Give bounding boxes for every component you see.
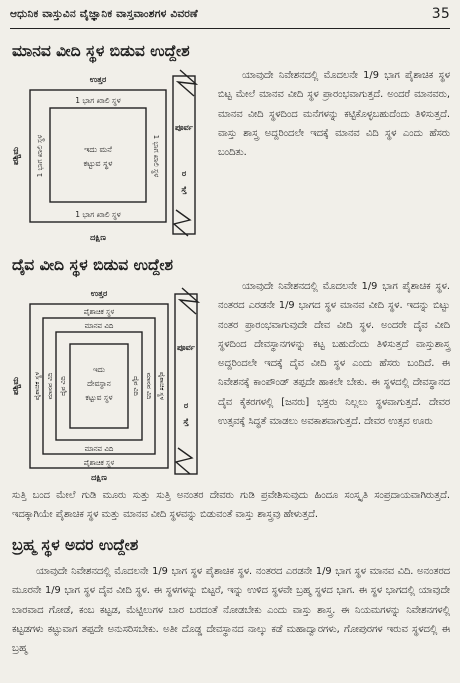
section-heading-brahma: ಬ್ರಹ್ಮ ಸ್ಥಳ ಅದರ ಉದ್ದೇಶ xyxy=(12,536,139,554)
band-top-label: 1 ಭಾಗ ಖಾಲಿ ಸ್ಥಳ xyxy=(75,96,121,105)
band-bottom-label: 1 ಭಾಗ ಖಾಲಿ ಸ್ಥಳ xyxy=(75,210,121,219)
label-north: ಉತ್ತರ xyxy=(89,75,107,84)
paragraph-brahma: ಯಾವುದೇ ನಿವೇಶನದಲ್ಲಿ ಮೊದಲನೇ 1/9 ಭಾಗ ಸ್ಥಳ ಪೈಶಾಚಿಕ ಸ್ಥಳ. ನಂತರದ ಎರಡನೇ 1/9 ಭಾಗ ಸ್ಥಳ ಮಾನವ ವಿದಿ. ಅನಂತರದ ಮೂರನೇ 1/9 ಭಾಗ ಸ್ಥಳ ದೈವ ವೀದಿ ಸ್ಥಳ. ಈ ಸ್ಥಳಗಳನ್ನು ಬಿಟ್ಟರೆ, ಇನ್ನು ಉಳಿದ ಸ್ಥಳವೇ ಬ್ರಹ್ಮ ಸ್ಥಳದ ಭಾಗ. ಈ ಸ್ಥಳ ಭಾಗದಲ್ಲಿ ಯಾವುದೇ ಬಾರವಾದ ಗೋಡೆ, ಕಂಬ ಕಟ್ಟಡ, ಮೆಟ್ಟಿಲುಗಳ ಬಾರ ಬರದಂತೆ ನೋಡಬೇಕು ಎಂದು ವಾಸ್ತು ಶಾಸ್ತ್ರ. ಈ ನಿಯಮಗಳನ್ನು ನಿವೇಶನಗಳಲ್ಲಿ ಕಟ್ಟಡಗಳು ಕಟ್ಟುವಾಗ ತಪ್ಪದೇ ಅನುಸರಿಸಬೇಕು. ಅತೀ ದೊಡ್ಡ ದೇವಸ್ಥಾನದ ನಾಲ್ಕು ಕಡೆ ಮಹಾದ್ವಾರಗಳು, ಗೋಪುರಗಳ ಇರುವ ಸ್ಥಳದಲ್ಲಿ ಈ ಬ್ರಹ್ಮ xyxy=(12,566,450,655)
road-label-1: ರ xyxy=(183,401,189,410)
temple-center-line1: ಇದು xyxy=(92,365,106,374)
paragraph-daiva-full: ಸುತ್ತಿ ಬಂದ ಮೇಲೆ ಗುಡಿ ಮೂರು ಸುತ್ತು ಸುತ್ತಿ ಅನಂತರ ದೇವರು ಗುಡಿ ಪ್ರವೇಶಿಸುವುದು ಹಿಂದೂ ಸಂಸ್ಕೃತಿ ಸಂಪ್ರದಾಯವಾಗಿರುತ್ತದೆ. ಇದಕ್ಕಾಗಿಯೇ ಪೈಶಾಚಿಕ ಸ್ಥಳ ಮತ್ತು ಮಾನವ ವೀದಿ ಸ್ಥಳವನ್ನು ಬಿಡುವಂತೆ ವಾಸ್ತು ಶಾಸ್ತ್ರವು ಹೇಳುತ್ತದೆ. xyxy=(12,490,450,521)
diagram-daiva-veedhi xyxy=(0,280,215,485)
diagram-manava-veedhi xyxy=(0,60,215,245)
mid-top-label: ಮಾನವ ವಿದಿ xyxy=(84,322,114,330)
page-number: 35 xyxy=(431,6,450,22)
house-center-line1: ಇದು ಮನೆ xyxy=(84,145,112,154)
label-north: ಉತ್ತರ xyxy=(90,289,108,298)
outer-top-label: ಪೈಶಾಚಿಕ ಸ್ಥಳ xyxy=(83,308,115,316)
mid-right-label: ಮಾನವ ವಿದಿ xyxy=(145,372,153,400)
outer-left-label: ಪೈಶಾಚಿಕ ಸ್ಥಳ xyxy=(33,371,41,401)
header-rule xyxy=(10,28,450,29)
label-east: ಪೂರ್ವ xyxy=(175,123,193,132)
temple-center-line2: ದೇವಸ್ಥಾನ xyxy=(87,379,111,388)
section-heading-daiva: ದೈವ ವೀದಿ ಸ್ಥಳ ಬಿಡುವ ಉದ್ದೇಶ xyxy=(12,256,173,274)
section-heading-manava: ಮಾನವ ವೀದಿ ಸ್ಥಳ ಬಿಡುವ ಉದ್ದೇಶ xyxy=(12,42,190,60)
road-label-2: ಸ್ತೆ xyxy=(181,185,187,194)
house-area-border xyxy=(50,108,146,202)
house-center-line2: ಕಟ್ಟುವ ಸ್ಥಳ xyxy=(83,159,113,168)
road-label-1: ರ xyxy=(181,169,187,178)
inner-left-label: ದೈವ ವಿದಿ xyxy=(59,376,67,396)
band-right-label: 1 ಭಾಗ ಖಾಲಿ ಸ್ಥಳ xyxy=(152,134,160,178)
label-west: ಪಶ್ಚಿಮ xyxy=(11,377,20,395)
running-title: ಆಧುನಿಕ ವಾಸ್ತುವಿನ ವೈಜ್ಞಾನಿಕ ವಾಸ್ತವಾಂಶಗಳ ವಿವರಣೆ xyxy=(10,8,198,20)
band-left-label: 1 ಭಾಗ ಖಾಲಿ ಸ್ಥಳ xyxy=(36,134,44,178)
label-south: ದಕ್ಷಿಣ xyxy=(91,473,107,482)
road-strip xyxy=(175,294,197,474)
road-label-2: ಸ್ತೆ xyxy=(183,417,189,426)
outer-bottom-label: ಪೈಶಾಚಿಕ ಸ್ಥಳ xyxy=(83,459,115,467)
paragraph-daiva-side: ಯಾವುದೇ ನಿವೇಶನದಲ್ಲಿ ಮೊದಲನೇ 1/9 ಭಾಗ ಪೈಶಾಚಿಕ ಸ್ಥಳ. ನಂತರದ ಎರಡನೇ 1/9 ಭಾಗದ ಸ್ಥಳ ಮಾನವ ವೀದಿ ಸ್ಥಳ. ಇದನ್ನು ಬಿಟ್ಟು ನಂತರ ಪ್ರಾರಂಭವಾಗುವುದೇ ದೇವ ವೀದಿ ಸ್ಥಳ. ಅಂದರೇ ದೈವ ವೀದಿ ಸ್ಥಳದಿಂದ ದೇವಸ್ಥಾನಗಳನ್ನು ಕಟ್ಟ ಬಹುದೆಂದು ತಿಳಿಸುತ್ತದೆ ವಾಸ್ತುಶಾಸ್ತ್ರ ಅದ್ದರಿಂದಲೇ ಇದಕ್ಕೆ ದೈವ ವೀದಿ ಸ್ಥಳ ಎಂದು ಹೆಸರು ಬಂದಿದೆ. ಈ ನಿವೇಶನಕ್ಕೆ ಕಾಂಪೌಂಡ್ ತಪ್ಪದೇ ಹಾಕಲೇ ಬೇಕು. ಈ ಸ್ಥಳದಲ್ಲಿ ದೇವಸ್ಥಾನದ ದೈವ ಕೈಕರಗಳಲ್ಲಿ [ಜನರು] ಭಕ್ತರು ನಿಲ್ಲಲು ಸ್ಥಳವಾಗುತ್ತದೆ. ದೇವರ ಉತ್ಸವಕ್ಕೆ ಸಿದ್ಧತೆ ಮಾಡಲು ಅವಕಾಶವಾಗುತ್ತದೆ. ದೇವರ ಉತ್ಸವ ಊರು xyxy=(218,281,450,428)
label-south: ದಕ್ಷಿಣ xyxy=(90,233,106,242)
label-west: ಪಶ್ಚಿಮ xyxy=(11,147,20,165)
inner-right-label: ದೈವ ವಿದಿ xyxy=(132,376,140,396)
mid-left-label: ಮಾನವ ವಿದಿ xyxy=(46,372,54,400)
paragraph-manava: ಯಾವುದೇ ನಿವೇಶನದಲ್ಲಿ ಮೊದಲನೇ 1/9 ಭಾಗ ಪೈಶಾಚಿಕ ಸ್ಥಳ ಬಿಟ್ಟ ಮೇಲೆ ಮಾನವ ವೀದಿ ಸ್ಥಳ ಪ್ರಾರಂಭವಾಗುತ್ತದೆ. ಅಂದರೆ ಮಾನವರು, ಮಾನವ ವೀದಿ ಸ್ಥಳದಿಂದ ಮನೆಗಳನ್ನು ಕಟ್ಟಿಕೊಳ್ಳಬಹುದೆಂದು ತಿಳಿಸುತ್ತದೆ. ವಾಸ್ತು ಶಾಸ್ತ್ರ ಅದ್ದರಿಂದಲೇ ಇದಕ್ಕೆ ಮಾನವ ವಿದಿ ಸ್ಥಳ ಎಂದು ಹೆಸರು ಬಂದಿತು. xyxy=(218,70,450,159)
outer-right-label: ಪೈಶಾಚಿಕ ಸ್ಥಳ xyxy=(158,371,166,401)
label-east: ಪೂರ್ವ xyxy=(177,343,195,352)
running-head xyxy=(10,8,450,26)
mid-bottom-label: ಮಾನವ ವಿದಿ xyxy=(84,445,114,453)
temple-center-line3: ಕಟ್ಟುವ ಸ್ಥಳ xyxy=(85,393,113,402)
